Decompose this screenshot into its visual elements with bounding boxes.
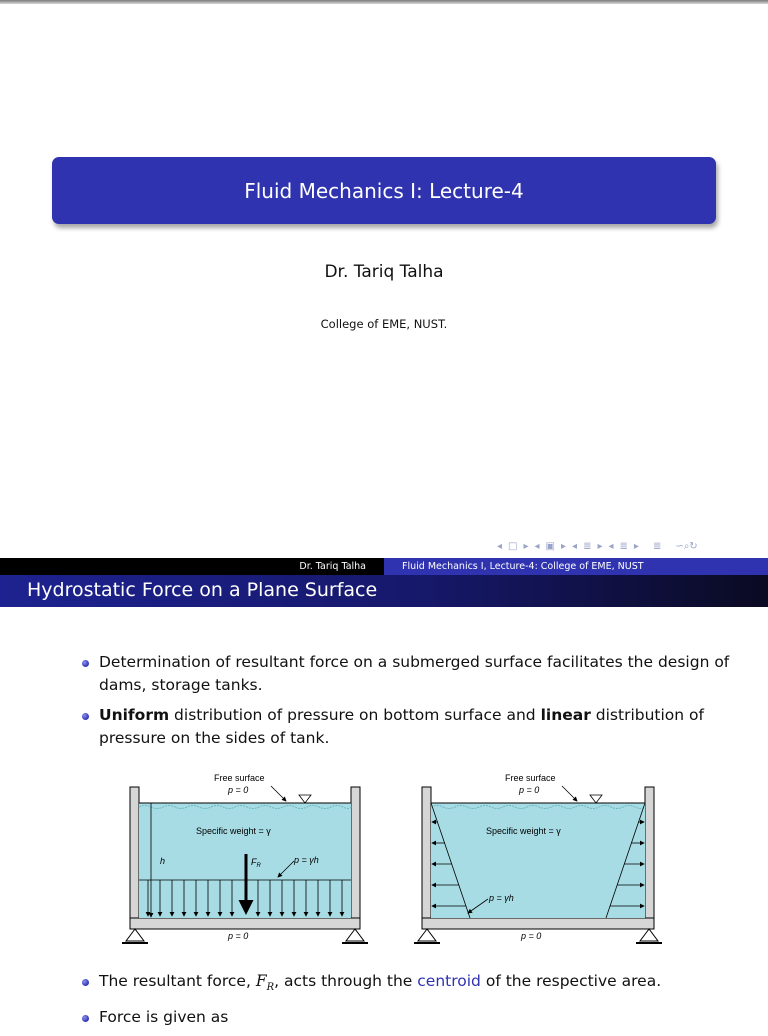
bullet-list-continued <box>80 970 740 1036</box>
nav-next-section-icon[interactable]: ▸ <box>633 540 639 552</box>
right-tank <box>414 773 662 943</box>
p-zero-label-left: p = 0 <box>228 785 249 795</box>
bullet-text-mid: , acts through the <box>274 972 418 990</box>
nav-search-back-icon[interactable]: ∽⌕↻ <box>675 540 698 552</box>
right-tank-water <box>431 803 645 918</box>
bullet-text-mid: distribution of pressure on bottom surface and <box>169 706 541 724</box>
slide-footer <box>0 558 768 575</box>
specific-weight-label-right: Specific weight = γ <box>486 826 561 836</box>
p-zero-bottom-right: p = 0 <box>521 931 542 941</box>
bullet-text: Force is given as <box>99 1008 229 1027</box>
nav-prev-subsection-icon[interactable]: ◂ <box>572 540 578 552</box>
nav-next-slide-icon[interactable]: ▸ <box>523 540 529 552</box>
free-surface-icon-left <box>299 795 311 803</box>
bullet-list <box>80 651 740 757</box>
left-tank-wall-right <box>351 787 360 929</box>
var-f: F <box>255 972 267 990</box>
bullet-text-post: of the respective area. <box>480 972 662 990</box>
free-surface-label-right: Free surface <box>505 773 556 783</box>
p-gamma-h-label-right: p = γh <box>489 893 514 903</box>
p-gamma-h-label-left: p = γh <box>294 855 319 865</box>
nav-prev-frame-icon[interactable]: ◂ <box>534 540 540 552</box>
h-label: h <box>160 856 166 866</box>
nav-frame-icon[interactable]: ▣ <box>545 540 555 552</box>
frame-title-bar <box>0 575 768 607</box>
author-name: Dr. Tariq Talha <box>324 262 444 282</box>
bullet-item-distribution <box>80 704 740 750</box>
bullet-item-resultant <box>80 970 740 999</box>
p-zero-label-right: p = 0 <box>519 785 540 795</box>
nav-subsection-icon[interactable]: ≣ <box>583 540 592 552</box>
free-surface-label-left: Free surface <box>214 773 265 783</box>
left-tank-wall-left <box>130 787 139 929</box>
tank-pressure-diagram <box>118 766 670 954</box>
nav-prev-slide-icon[interactable]: ◂ <box>497 540 503 552</box>
bullet-text-post: distribution of pressure on the sides of tank. <box>99 706 704 747</box>
free-surface-icon-right <box>590 795 602 803</box>
bullet-text-pre: The resultant force, <box>99 972 256 990</box>
nav-slide-icon[interactable]: □ <box>508 540 518 552</box>
bullet-text: Determination of resultant force on a submerged surface facilitates the design of dams, storage tanks. <box>99 653 730 694</box>
nav-outline-icon[interactable]: ≣ <box>652 540 662 552</box>
bullet-item-dams <box>80 651 740 697</box>
institution-name: College of EME, NUST. <box>320 317 448 331</box>
fr-label: $F_R$ <box>251 857 261 869</box>
nav-section-icon[interactable]: ≣ <box>619 540 628 552</box>
title-banner <box>52 157 716 224</box>
p-zero-bottom-left: p = 0 <box>228 931 249 941</box>
presentation-title: Fluid Mechanics I: Lecture-4 <box>244 178 524 203</box>
footer-lecture: Fluid Mechanics I, Lecture-4: College of EME, NUST <box>384 558 768 575</box>
footer-author: Dr. Tariq Talha <box>0 558 384 575</box>
bullet-bold-linear: linear <box>540 706 591 724</box>
frame-title: Hydrostatic Force on a Plane Surface <box>27 579 378 601</box>
nav-next-frame-icon[interactable]: ▸ <box>561 540 567 552</box>
bullet-item-force-given <box>80 1006 740 1029</box>
nav-next-subsection-icon[interactable]: ▸ <box>597 540 603 552</box>
specific-weight-label-left: Specific weight = γ <box>196 826 271 836</box>
left-tank <box>122 773 368 943</box>
beamer-navigation-bar <box>497 539 698 553</box>
centroid-link[interactable]: centroid <box>417 972 481 990</box>
bullet-bold-uniform: Uniform <box>99 706 170 724</box>
left-tank-floor <box>130 918 360 929</box>
var-sub-r: R <box>266 982 275 994</box>
nav-prev-section-icon[interactable]: ◂ <box>608 540 614 552</box>
